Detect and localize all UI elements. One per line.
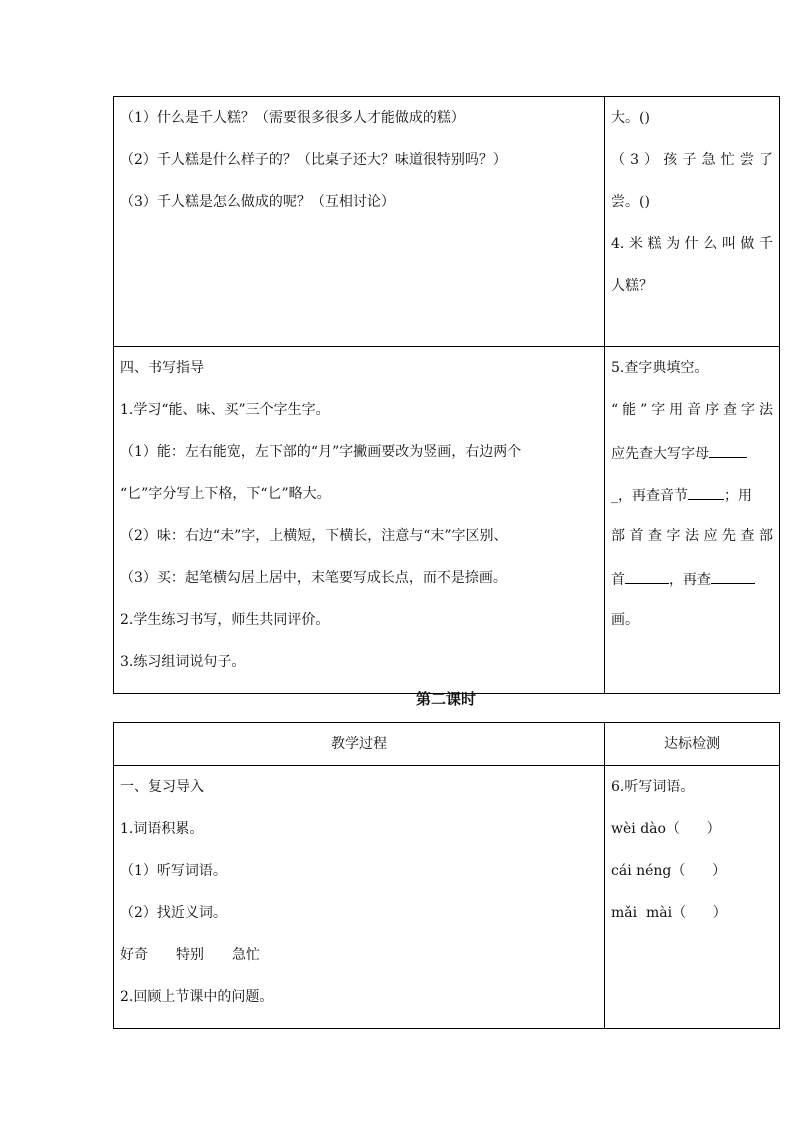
word: 好奇 <box>120 947 148 963</box>
guide-line: 3.练习组词说句子。 <box>120 654 246 670</box>
check-line: （3）孩子急忙尝了 <box>611 152 773 168</box>
guide-line: （2）味：右边“未”字，上横短，下横长，注意与“末”字区别、 <box>120 528 508 544</box>
process-line: （2）找近义词。 <box>120 905 227 921</box>
check-title: 5.查字典填空。 <box>611 360 709 376</box>
check-cell <box>605 766 780 1029</box>
header-assessment: 达标检测 <box>605 723 780 766</box>
guide-line: “匕”字分写上下格，下“匕”略大。 <box>120 486 331 502</box>
check-title: 6.听写词语。 <box>611 779 695 795</box>
question-line: （2）千人糕是什么样子的？（比桌子还大？味道很特别吗？） <box>120 152 507 168</box>
check-cell <box>605 347 780 694</box>
guide-line: 1.学习“能、味、买”三个字生字。 <box>120 402 330 418</box>
check-line: 部首查字法应先查部 <box>611 528 773 544</box>
check-line <box>611 567 773 609</box>
check-line: 人糕？ <box>611 278 653 294</box>
pinyin-item: wèi dào（ ） <box>611 821 721 837</box>
section-heading: 一、复习导入 <box>120 779 204 795</box>
question-line: （3）千人糕是怎么做成的呢？（互相讨论） <box>120 194 395 210</box>
check-line: 尝。() <box>611 194 650 210</box>
check-text: ，再查 <box>669 572 711 588</box>
guide-line: （1）能：左右能宽，左下部的“月”字撇画要改为竖画，右边两个 <box>120 444 522 460</box>
check-line <box>611 441 773 483</box>
word: 特别 <box>176 947 204 963</box>
process-cell <box>114 97 605 347</box>
check-text: _，再查音节 <box>611 488 688 504</box>
check-line: 大。() <box>611 110 650 126</box>
pinyin-item: mǎi mài（ ） <box>611 905 727 921</box>
fill-blank[interactable] <box>709 441 747 458</box>
guide-line: 2.学生练习书写，师生共同评价。 <box>120 612 330 628</box>
check-cell <box>605 97 780 347</box>
lesson-table-part1 <box>113 96 780 694</box>
process-line: （1）听写词语。 <box>120 863 227 879</box>
table-row <box>114 347 780 694</box>
check-text: 应先查大写字母 <box>611 446 709 462</box>
check-line <box>611 483 773 525</box>
check-line: “能”字用音序查字法 <box>611 402 773 418</box>
process-cell <box>114 347 605 694</box>
fill-blank[interactable] <box>625 567 669 584</box>
process-line: 2.回顾上节课中的问题。 <box>120 989 274 1005</box>
fill-blank[interactable] <box>711 567 755 584</box>
lesson-table-part2 <box>113 722 780 1029</box>
check-line: 4.米糕为什么叫做千 <box>611 236 773 252</box>
table-header-row <box>114 723 780 766</box>
check-text: ；用 <box>724 488 752 504</box>
header-teaching-process: 教学过程 <box>114 723 605 766</box>
pinyin-item: cái néng（ ） <box>611 863 727 879</box>
section-title: 第二课时 <box>415 690 476 708</box>
table-row <box>114 766 780 1029</box>
section-heading: 四、书写指导 <box>120 360 204 376</box>
word: 急忙 <box>232 947 260 963</box>
synonym-words <box>120 944 598 986</box>
check-line: 画。 <box>611 612 639 628</box>
fill-blank[interactable] <box>688 483 724 500</box>
question-line: （1）什么是千人糕？（需要很多很多人才能做成的糕） <box>120 110 465 126</box>
guide-line: （3）买：起笔横勾居上居中，末笔要写成长点，而不是捺画。 <box>120 570 507 586</box>
process-cell <box>114 766 605 1029</box>
process-line: 1.词语积累。 <box>120 821 204 837</box>
table-row <box>114 97 780 347</box>
check-text: 首 <box>611 572 625 588</box>
